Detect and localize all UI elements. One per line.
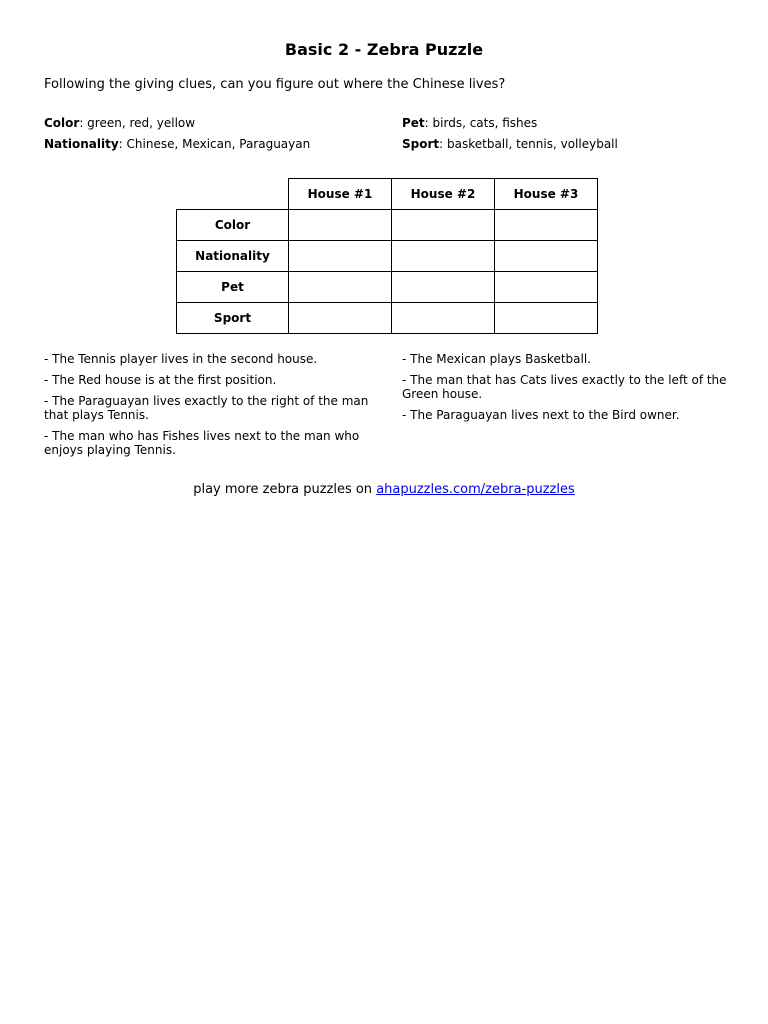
attr-pet-label: Pet (402, 116, 425, 130)
attr-color (44, 116, 195, 130)
clue: - The Paraguayan lives next to the Bird owner. (402, 408, 680, 422)
attr-color-values: : green, red, yellow (79, 116, 196, 130)
row-label: Pet (177, 272, 289, 303)
grid-row-pet (177, 272, 598, 303)
attr-nationality (44, 137, 310, 151)
grid-cell[interactable] (289, 303, 392, 334)
clues-left (44, 352, 374, 464)
grid-cell[interactable] (392, 210, 495, 241)
attr-sport (402, 137, 618, 151)
attr-sport-values: : basketball, tennis, volleyball (439, 137, 618, 151)
attr-nationality-label: Nationality (44, 137, 119, 151)
grid-corner (177, 179, 289, 210)
row-label: Sport (177, 303, 289, 334)
grid-cell[interactable] (392, 241, 495, 272)
footer-link[interactable]: ahapuzzles.com/zebra-puzzles (376, 482, 575, 497)
grid-row-nationality (177, 241, 598, 272)
clue: - The Red house is at the first position. (44, 373, 277, 387)
attr-pet (402, 116, 537, 130)
grid-row-color (177, 210, 598, 241)
clue: - The Mexican plays Basketball. (402, 352, 591, 366)
grid-header-row (177, 179, 598, 210)
grid-cell[interactable] (495, 303, 598, 334)
footer-text: play more zebra puzzles on (193, 482, 377, 497)
attr-nationality-values: : Chinese, Mexican, Paraguayan (118, 137, 311, 151)
intro-text: Following the giving clues, can you figure out where the Chinese lives? (44, 77, 506, 92)
house-header: House #1 (289, 179, 392, 210)
house-header: House #2 (392, 179, 495, 210)
grid-cell[interactable] (392, 303, 495, 334)
grid-cell[interactable] (392, 272, 495, 303)
attr-color-label: Color (44, 116, 80, 130)
house-header: House #3 (495, 179, 598, 210)
clue: - The Tennis player lives in the second house. (44, 352, 318, 366)
clue: - The man that has Cats lives exactly to the left of the Green house. (402, 373, 727, 401)
clues-right (402, 352, 732, 429)
grid-cell[interactable] (289, 210, 392, 241)
grid-cell[interactable] (289, 241, 392, 272)
clue: - The Paraguayan lives exactly to the right of the man that plays Tennis. (44, 394, 369, 422)
grid-row-sport (177, 303, 598, 334)
grid-cell[interactable] (289, 272, 392, 303)
grid-cell[interactable] (495, 272, 598, 303)
attr-sport-label: Sport (402, 137, 440, 151)
row-label: Nationality (177, 241, 289, 272)
row-label: Color (177, 210, 289, 241)
footer (0, 482, 768, 497)
puzzle-grid (176, 178, 598, 334)
grid-cell[interactable] (495, 241, 598, 272)
attr-pet-values: : birds, cats, fishes (424, 116, 538, 130)
clue: - The man who has Fishes lives next to the man who enjoys playing Tennis. (44, 429, 360, 457)
page-title: Basic 2 - Zebra Puzzle (284, 40, 484, 59)
grid-cell[interactable] (495, 210, 598, 241)
